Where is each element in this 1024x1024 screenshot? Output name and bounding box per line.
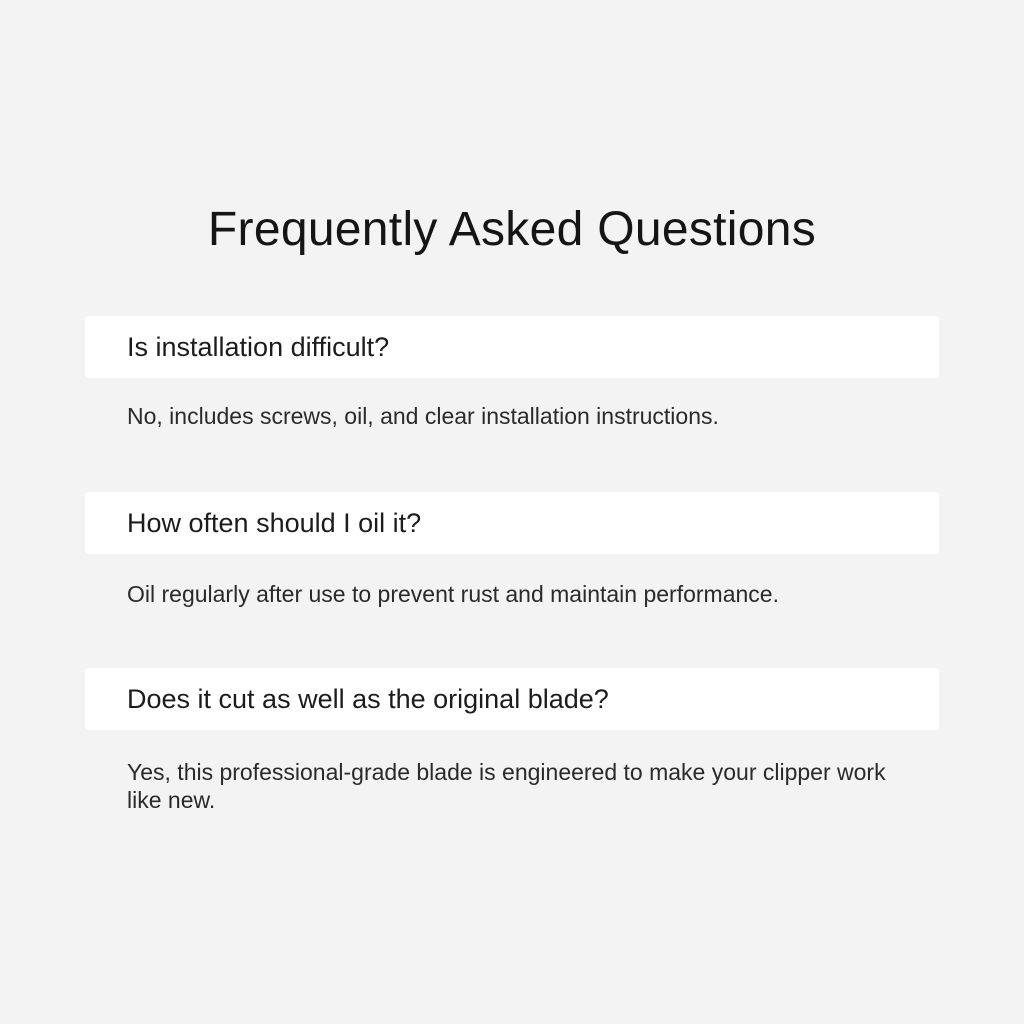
page-title: Frequently Asked Questions: [207, 203, 817, 256]
faq-answer-installation: No, includes screws, oil, and clear installation instructions.: [127, 403, 719, 429]
faq-question-label: Is installation difficult?: [127, 331, 390, 362]
faq-question-label: How often should I oil it?: [127, 507, 422, 538]
faq-question-installation[interactable]: [85, 316, 939, 378]
faq-question-oiling[interactable]: [85, 492, 939, 554]
faq-answer-oiling: Oil regularly after use to prevent rust and maintain performance.: [127, 581, 779, 607]
faq-question-label: Does it cut as well as the original blade?: [127, 683, 609, 714]
faq-question-cutting[interactable]: [85, 668, 939, 730]
faq-answer-cutting: Yes, this professional-grade blade is engineered to make your clipper work like new.: [127, 759, 886, 813]
